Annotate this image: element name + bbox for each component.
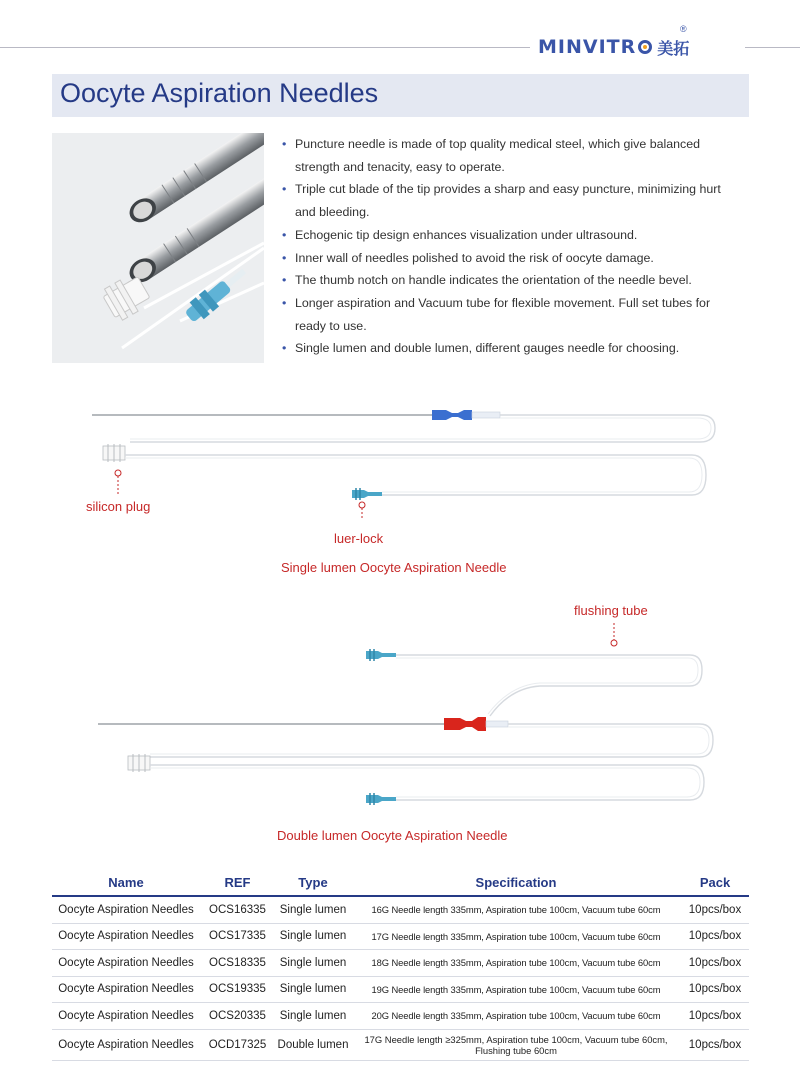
flushing-luer-icon xyxy=(366,649,396,661)
cell-type: Single lumen xyxy=(275,923,351,950)
feature-item: • Triple cut blade of the tip provides a sharp and easy puncture, minimizing hurt and bleeding. xyxy=(282,178,730,223)
cell-name: Oocyte Aspiration Needles xyxy=(52,1003,200,1030)
blue-handle-icon xyxy=(432,410,500,420)
luer-lock-label: luer-lock xyxy=(334,531,384,546)
cell-type: Single lumen xyxy=(275,976,351,1003)
cell-ref: OCS17335 xyxy=(200,923,275,950)
single-lumen-caption: Single lumen Oocyte Aspiration Needle xyxy=(281,560,507,575)
cell-pack: 10pcs/box xyxy=(681,923,749,950)
cell-spec: 18G Needle length 335mm, Aspiration tube 100cm, Vacuum tube 60cm xyxy=(351,950,681,977)
vacuum-luer-icon xyxy=(366,793,396,805)
needle-closeup-illustration xyxy=(52,133,264,363)
cell-spec: 16G Needle length 335mm, Aspiration tube 100cm, Vacuum tube 60cm xyxy=(351,896,681,923)
cell-pack: 10pcs/box xyxy=(681,976,749,1003)
feature-item: • Puncture needle is made of top quality medical steel, which give balanced strength and tenacity, easy to operate. xyxy=(282,133,730,178)
silicon-plug-icon-2 xyxy=(128,754,150,772)
cell-spec: 17G Needle length 335mm, Aspiration tube 100cm, Vacuum tube 60cm xyxy=(351,923,681,950)
logo-wordmark: MINVITR xyxy=(538,36,637,58)
table-row xyxy=(52,1003,749,1030)
col-header-type: Type xyxy=(275,870,351,896)
feature-item: • Inner wall of needles polished to avoid the risk of oocyte damage. xyxy=(282,247,730,270)
feature-item: • The thumb notch on handle indicates the orientation of the needle bevel. xyxy=(282,269,730,292)
cell-type: Single lumen xyxy=(275,896,351,923)
luer-lock-icon xyxy=(352,488,382,500)
product-photo xyxy=(52,133,264,363)
silicon-plug-icon xyxy=(103,444,125,462)
cell-name: Oocyte Aspiration Needles xyxy=(52,923,200,950)
cell-type: Single lumen xyxy=(275,950,351,977)
header-rule-left xyxy=(0,47,530,48)
col-header-ref: REF xyxy=(200,870,275,896)
col-header-name: Name xyxy=(52,870,200,896)
cell-ref: OCS20335 xyxy=(200,1003,275,1030)
cell-pack: 10pcs/box xyxy=(681,896,749,923)
table-row xyxy=(52,923,749,950)
table-row xyxy=(52,1029,749,1060)
cell-pack: 10pcs/box xyxy=(681,1003,749,1030)
cell-spec: 17G Needle length ≥325mm, Aspiration tube 100cm, Vacuum tube 60cm, Flushing tube 60cm xyxy=(351,1029,681,1060)
page-title: Oocyte Aspiration Needles xyxy=(60,78,379,108)
table-row xyxy=(52,950,749,977)
cell-pack: 10pcs/box xyxy=(681,950,749,977)
col-header-pack: Pack xyxy=(681,870,749,896)
table-row xyxy=(52,976,749,1003)
table-header-row xyxy=(52,870,749,896)
brand-logo xyxy=(538,33,689,61)
logo-o-icon xyxy=(638,40,652,54)
table-row xyxy=(52,896,749,923)
double-lumen-diagram xyxy=(0,618,800,813)
flushing-tube-label: flushing tube xyxy=(574,603,648,618)
cell-type: Single lumen xyxy=(275,1003,351,1030)
red-handle-icon xyxy=(444,717,508,731)
registered-mark: ® xyxy=(680,24,687,34)
cell-name: Oocyte Aspiration Needles xyxy=(52,1029,200,1060)
cell-name: Oocyte Aspiration Needles xyxy=(52,976,200,1003)
spec-table xyxy=(52,870,749,1061)
cell-ref: OCS16335 xyxy=(200,896,275,923)
cell-spec: 19G Needle length 335mm, Aspiration tube 100cm, Vacuum tube 60cm xyxy=(351,976,681,1003)
cell-ref: OCD17325 xyxy=(200,1029,275,1060)
cell-ref: OCS19335 xyxy=(200,976,275,1003)
col-header-spec: Specification xyxy=(351,870,681,896)
double-lumen-caption: Double lumen Oocyte Aspiration Needle xyxy=(277,828,508,843)
cell-spec: 20G Needle length 335mm, Aspiration tube 100cm, Vacuum tube 60cm xyxy=(351,1003,681,1030)
cell-type: Double lumen xyxy=(275,1029,351,1060)
feature-list xyxy=(282,133,730,360)
feature-item: • Echogenic tip design enhances visualization under ultrasound. xyxy=(282,224,730,247)
logo-chinese-name: 美拓 xyxy=(657,38,690,58)
silicon-plug-label: silicon plug xyxy=(86,499,151,514)
cell-name: Oocyte Aspiration Needles xyxy=(52,950,200,977)
header-rule-right xyxy=(745,47,800,48)
feature-item: • Single lumen and double lumen, different gauges needle for choosing. xyxy=(282,337,730,360)
cell-ref: OCS18335 xyxy=(200,950,275,977)
cell-pack: 10pcs/box xyxy=(681,1029,749,1060)
cell-name: Oocyte Aspiration Needles xyxy=(52,896,200,923)
feature-item: • Longer aspiration and Vacuum tube for flexible movement. Full set tubes for ready to use. xyxy=(282,292,730,337)
